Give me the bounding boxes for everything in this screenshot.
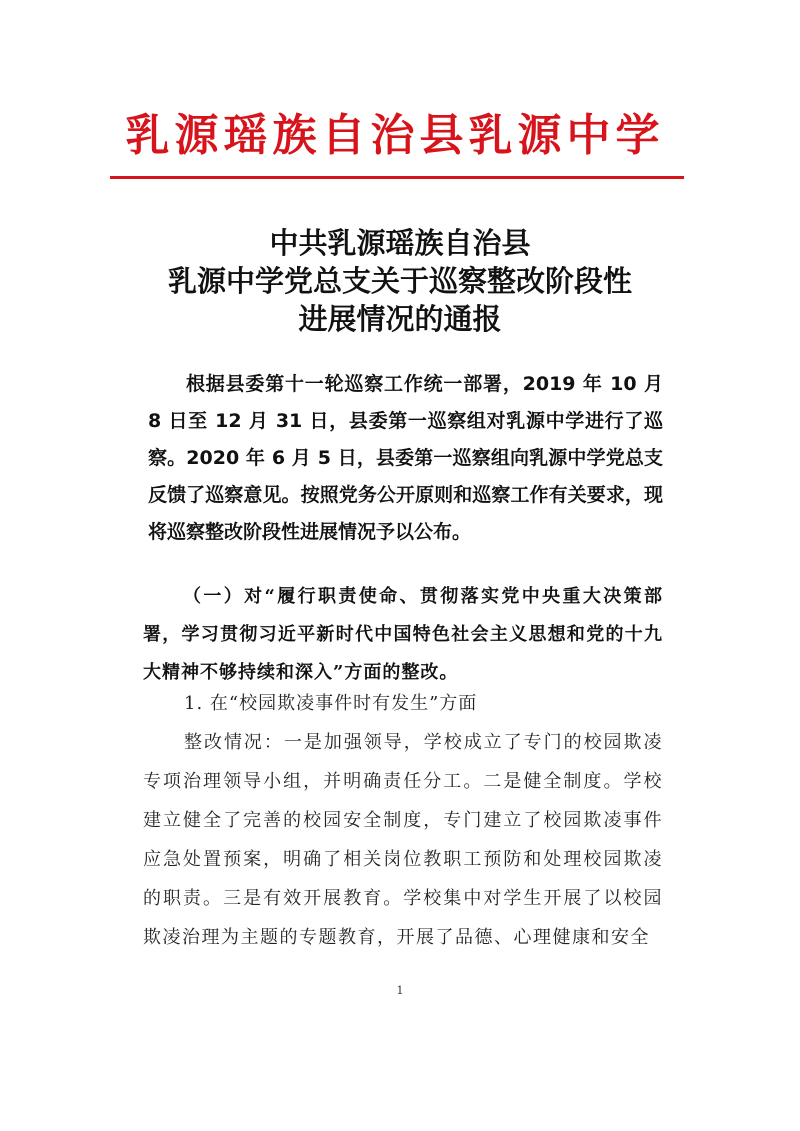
section-1-subheading: 1. 在“校园欺凌事件时有发生”方面 <box>184 693 478 714</box>
intro-paragraph: 根据县委第十一轮巡察工作统一部署，2019 年 10 月 8 日至 12 月 31 日，县委第一巡察组对乳源中学进行了巡察。2020 年 6 月 5 日，县委第一巡察组向乳源中学党总支反馈了巡察意见。按照党务公开原则和巡察工作有关要求，现将巡察整改阶段性进展情况予以公布。 <box>148 373 663 543</box>
section-1-heading: （一）对“履行职责使命、贯彻落实党中央重大决策部署，学习贯彻习近平新时代中国特色社会主义思想和党的十九大精神不够持续和深入”方面的整改。 <box>143 586 663 683</box>
page-number: 1 <box>396 984 404 997</box>
title-line-1: 中共乳源瑶族自治县 <box>269 226 531 260</box>
document-title <box>100 224 700 338</box>
letterhead-red-rule <box>110 176 684 179</box>
section-1-body: 整改情况：一是加强领导，学校成立了专门的校园欺凌专项治理领导小组，并明确责任分工。二是健全制度。学校建立健全了完善的校园安全制度，专门建立了校园欺凌事件应急处置预案，明确了相关岗位教职工预防和处理校园欺凌的职责。三是有效开展教育。学校集中对学生开展了以校园欺凌治理为主题的专题教育，开展了品德、心理健康和安全 <box>143 732 663 948</box>
title-line-3: 进展情况的通报 <box>298 302 502 336</box>
title-line-2: 乳源中学党总支关于巡察整改阶段性 <box>167 264 632 298</box>
letterhead-org-name: 乳源瑶族自治县乳源中学 <box>125 110 665 161</box>
